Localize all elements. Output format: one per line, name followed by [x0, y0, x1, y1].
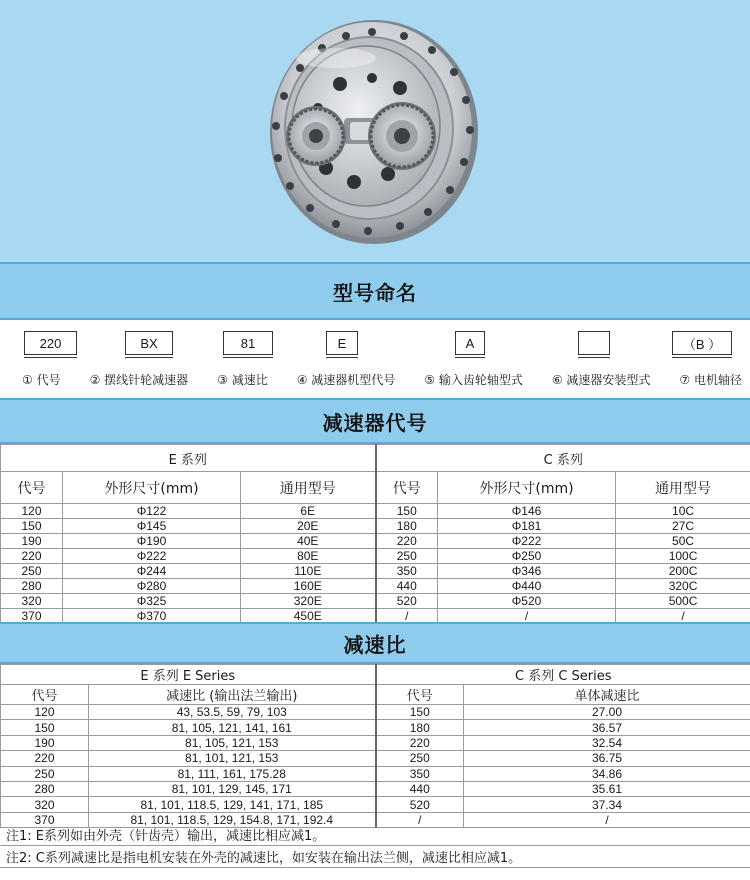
code-labels	[22, 371, 742, 388]
reduction-ratio-header	[0, 622, 750, 664]
table-cell: Φ181	[438, 519, 616, 534]
table-cell: 450E	[241, 609, 376, 624]
hero-banner	[0, 0, 750, 262]
table-cell: 500C	[616, 594, 750, 609]
table-cell: 81, 111, 161, 175.28	[89, 766, 376, 781]
table-cell: 81, 101, 118.5, 129, 154.8, 171, 192.4	[89, 812, 376, 827]
table-row	[1, 519, 750, 534]
table-cell: 40E	[241, 534, 376, 549]
c-series-group: C 系列 C Series	[376, 665, 750, 685]
table-cell: 350	[376, 564, 438, 579]
table-cell: Φ190	[63, 534, 241, 549]
table-cell: 36.57	[464, 720, 750, 735]
table-cell: Φ280	[63, 579, 241, 594]
code-underline	[223, 357, 273, 358]
table-cell: 520	[376, 594, 438, 609]
table-cell: 250	[1, 564, 63, 579]
code-underline	[672, 357, 732, 358]
table-cell: 440	[376, 579, 438, 594]
table-cell: Φ346	[438, 564, 616, 579]
reducer-code-table	[0, 444, 750, 624]
table-cell: 220	[1, 751, 89, 766]
table-row	[1, 751, 750, 766]
code-box-6	[578, 331, 610, 355]
table-cell: 320E	[241, 594, 376, 609]
table-cell: 37.34	[464, 797, 750, 812]
table-cell: 280	[1, 781, 89, 796]
code-box-7: （B ）	[672, 331, 732, 355]
model-naming-header	[0, 262, 750, 320]
table-cell: 81, 105, 121, 153	[89, 735, 376, 750]
table-row	[1, 781, 750, 796]
right-gear	[368, 102, 436, 170]
reducer-product-image	[0, 0, 750, 262]
section-title: 减速比	[343, 632, 407, 657]
table-cell: 180	[376, 519, 438, 534]
table-cell: Φ145	[63, 519, 241, 534]
table-row	[1, 579, 750, 594]
column-header: 代号	[376, 472, 438, 504]
table-cell: 250	[1, 766, 89, 781]
e-series-group: E 系列 E Series	[1, 665, 376, 685]
column-header: 通用型号	[241, 472, 376, 504]
note-2: 注2: C系列减速比是指电机安装在外壳的减速比，如安装在输出法兰侧，减速比相应减1。	[0, 846, 750, 868]
code-label: ⑤ 输入齿轮轴型式	[424, 373, 523, 387]
table-cell: 150	[1, 519, 63, 534]
e-series-group: E 系列	[1, 445, 376, 472]
note-1: 注1: E系列如由外壳（针齿壳）输出，减速比相应减1。	[0, 824, 750, 846]
table-cell: 190	[1, 735, 89, 750]
code-label: ② 摆线针轮减速器	[89, 373, 189, 387]
table-cell: 81, 105, 121, 141, 161	[89, 720, 376, 735]
table-cell: 150	[1, 720, 89, 735]
table-cell: 180	[376, 720, 464, 735]
code-underline	[455, 357, 485, 358]
table-cell: Φ244	[63, 564, 241, 579]
table-cell: 320C	[616, 579, 750, 594]
table-cell: /	[464, 812, 750, 827]
code-box-1: 220	[24, 331, 77, 355]
table-cell: 100C	[616, 549, 750, 564]
table-row	[1, 549, 750, 564]
table-cell: Φ370	[63, 609, 241, 624]
table-cell: 36.75	[464, 751, 750, 766]
table-row	[1, 766, 750, 781]
left-gear	[286, 106, 346, 166]
table-cell: 320	[1, 594, 63, 609]
c-series-group: C 系列	[376, 445, 750, 472]
table-cell: 120	[1, 504, 63, 519]
table-cell: 81, 101, 129, 145, 171	[89, 781, 376, 796]
code-box-4: E	[326, 331, 358, 355]
table-cell: 32.54	[464, 735, 750, 750]
table-cell: Φ325	[63, 594, 241, 609]
table-row	[1, 735, 750, 750]
table-cell: 50C	[616, 534, 750, 549]
table-cell: /	[616, 609, 750, 624]
table-cell: 370	[1, 609, 63, 624]
code-underline	[125, 357, 173, 358]
column-header: 外形尺寸(mm)	[438, 472, 616, 504]
column-header: 代号	[1, 685, 89, 705]
table-cell: 81, 101, 118.5, 129, 141, 171, 185	[89, 797, 376, 812]
table-cell: 220	[376, 534, 438, 549]
table-cell: Φ222	[63, 549, 241, 564]
code-label: ⑦ 电机轴径	[679, 373, 742, 387]
code-underline	[24, 357, 77, 358]
table-row	[1, 705, 750, 720]
table-cell: 150	[376, 504, 438, 519]
table-cell: Φ440	[438, 579, 616, 594]
table-cell: 520	[376, 797, 464, 812]
table-row	[1, 594, 750, 609]
table-cell: 27.00	[464, 705, 750, 720]
table-row	[1, 797, 750, 812]
code-underline	[326, 357, 358, 358]
column-header: 减速比 (输出法兰输出)	[89, 685, 376, 705]
table-cell: 350	[376, 766, 464, 781]
code-box-3: 81	[223, 331, 273, 355]
code-underline	[578, 357, 610, 358]
table-cell: Φ222	[438, 534, 616, 549]
code-label: ① 代号	[22, 373, 61, 387]
code-box-2: BX	[125, 331, 173, 355]
table-cell: 160E	[241, 579, 376, 594]
code-label: ④ 减速器机型代号	[296, 373, 396, 387]
table-cell: 280	[1, 579, 63, 594]
section-title: 型号命名	[333, 280, 417, 305]
table-cell: Φ146	[438, 504, 616, 519]
column-header: 单体减速比	[464, 685, 750, 705]
table-cell: /	[376, 812, 464, 827]
table-cell: 110E	[241, 564, 376, 579]
code-box-5: A	[455, 331, 485, 355]
table-cell: /	[438, 609, 616, 624]
table-cell: Φ250	[438, 549, 616, 564]
table-row	[1, 564, 750, 579]
table-cell: 43, 53.5, 59, 79, 103	[89, 705, 376, 720]
reducer-code-header	[0, 398, 750, 444]
column-header: 代号	[376, 685, 464, 705]
table-cell: 220	[376, 735, 464, 750]
table-cell: 20E	[241, 519, 376, 534]
table-cell: 190	[1, 534, 63, 549]
reduction-ratio-table	[0, 664, 750, 828]
column-header: 通用型号	[616, 472, 750, 504]
table-cell: 6E	[241, 504, 376, 519]
table-cell: Φ122	[63, 504, 241, 519]
table-cell: 34.86	[464, 766, 750, 781]
table-cell: 220	[1, 549, 63, 564]
table-cell: 80E	[241, 549, 376, 564]
table-row	[1, 534, 750, 549]
code-label: ③ 减速比	[217, 373, 268, 387]
table-row	[1, 504, 750, 519]
table-cell: 200C	[616, 564, 750, 579]
table-cell: 10C	[616, 504, 750, 519]
column-header: 外形尺寸(mm)	[63, 472, 241, 504]
table-cell: Φ520	[438, 594, 616, 609]
table-cell: 440	[376, 781, 464, 796]
table-cell: 250	[376, 751, 464, 766]
table-cell: 370	[1, 812, 89, 827]
table-cell: 250	[376, 549, 438, 564]
table-cell: 35.61	[464, 781, 750, 796]
column-header: 代号	[1, 472, 63, 504]
table-cell: /	[376, 609, 438, 624]
table-cell: 120	[1, 705, 89, 720]
table-row	[1, 720, 750, 735]
table-cell: 81, 101, 121, 153	[89, 751, 376, 766]
table-cell: 27C	[616, 519, 750, 534]
table-cell: 150	[376, 705, 464, 720]
code-label: ⑥ 减速器安装型式	[551, 373, 651, 387]
table-cell: 320	[1, 797, 89, 812]
section-title: 减速器代号	[322, 410, 428, 435]
